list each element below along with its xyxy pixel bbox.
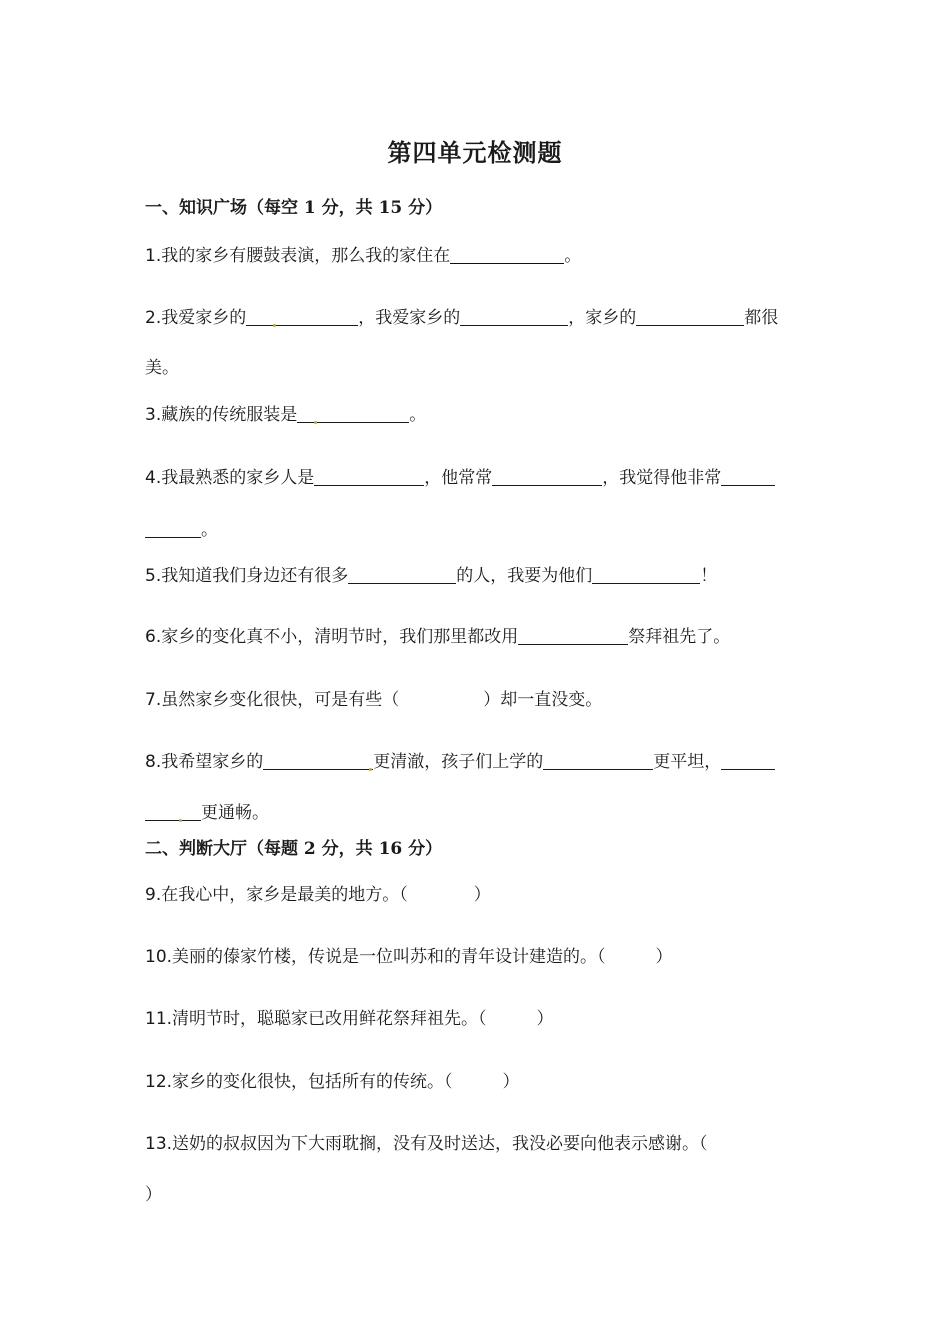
- answer-blank-continued[interactable]: [145, 520, 201, 538]
- question-13: [145, 1129, 708, 1154]
- question-text: 虽然家乡变化很快，可是有些（: [161, 690, 400, 710]
- question-text: 更清澈，孩子们上学的: [373, 752, 544, 772]
- question-number: 9.: [145, 885, 162, 905]
- question-number: 13.: [145, 1134, 173, 1154]
- question-text: 我的家乡有腰鼓表演，那么我的家住在: [161, 246, 451, 266]
- question-number: 7.: [145, 690, 162, 710]
- question-text: 我爱家乡的: [161, 308, 247, 328]
- question-text: ，我爱家乡的: [358, 308, 461, 328]
- question-number: 5.: [145, 566, 162, 586]
- answer-blank[interactable]: [636, 308, 744, 326]
- question-10: [145, 942, 673, 967]
- question-12: [145, 1067, 520, 1092]
- question-number: 2.: [145, 308, 162, 328]
- answer-blank[interactable]: [348, 566, 456, 584]
- question-number: 4.: [145, 468, 162, 488]
- question-8-continued: [145, 798, 269, 823]
- question-number: 3.: [145, 405, 162, 425]
- answer-blank[interactable]: [721, 468, 775, 486]
- question-text: ，家乡的: [568, 308, 637, 328]
- question-text: 清明节时，聪聪家已改用鲜花祭拜祖先。（: [172, 1009, 487, 1029]
- answer-blank[interactable]: [297, 405, 409, 423]
- question-number: 6.: [145, 627, 162, 647]
- question-4: [145, 463, 775, 488]
- question-text-end: 祭拜祖先了。: [628, 627, 731, 647]
- question-number: 8.: [145, 752, 162, 772]
- question-text-end: ）: [473, 885, 491, 905]
- question-4-continued: [145, 515, 218, 540]
- section-heading-knowledge: 一、知识广场（每空 1 分，共 15 分）: [145, 198, 443, 218]
- answer-blank[interactable]: [314, 468, 424, 486]
- question-text-end: ）: [145, 1185, 162, 1205]
- question-text-end: ）: [536, 1009, 554, 1029]
- question-text: 在我心中，家乡是最美的地方。（: [161, 885, 408, 905]
- question-text: 我最熟悉的家乡人是: [161, 468, 315, 488]
- question-text-end: 更通畅。: [201, 803, 269, 823]
- question-text-end: ）: [502, 1072, 520, 1092]
- question-9: [145, 880, 491, 905]
- answer-blank[interactable]: [492, 468, 602, 486]
- question-3: [145, 400, 426, 425]
- question-11: [145, 1004, 554, 1029]
- answer-blank-continued[interactable]: [145, 803, 201, 821]
- question-text-end: 。: [201, 520, 218, 540]
- question-number: 11.: [145, 1009, 173, 1029]
- answer-blank[interactable]: [543, 752, 653, 770]
- question-text: 的人，我要为他们: [456, 566, 593, 586]
- answer-blank[interactable]: [518, 627, 628, 645]
- answer-blank[interactable]: [246, 308, 358, 326]
- question-number: 1.: [145, 246, 162, 266]
- question-text: 都很: [744, 308, 779, 328]
- answer-blank[interactable]: [721, 752, 775, 770]
- question-text-end: 。: [409, 405, 427, 425]
- question-text: 我希望家乡的: [161, 752, 264, 772]
- question-7: [145, 685, 602, 710]
- question-text: ，他常常: [424, 468, 493, 488]
- question-13-continued: [145, 1180, 162, 1205]
- question-text-end: ！: [700, 566, 718, 586]
- answer-blank[interactable]: [592, 566, 700, 584]
- question-text-end: ）却一直没变。: [483, 690, 603, 710]
- question-number: 12.: [145, 1072, 173, 1092]
- question-text: 美丽的傣家竹楼，传说是一位叫苏和的青年设计建造的。（: [172, 947, 606, 967]
- question-text-end: 。: [564, 246, 582, 266]
- page-title: 第四单元检测题: [387, 138, 563, 167]
- answer-blank[interactable]: [450, 246, 564, 264]
- question-text: 藏族的传统服装是: [161, 405, 298, 425]
- question-text-end: ）: [655, 947, 673, 967]
- question-2-continued: 美。: [145, 358, 179, 378]
- question-number: 10.: [145, 947, 173, 967]
- question-text: 更平坦，: [653, 752, 722, 772]
- question-1: [145, 241, 581, 266]
- question-5: [145, 561, 717, 586]
- question-text: 家乡的变化很快，包括所有的传统。（: [172, 1072, 453, 1092]
- question-text: 我知道我们身边还有很多: [161, 566, 349, 586]
- question-6: [145, 622, 730, 647]
- question-2: [145, 303, 778, 328]
- question-text: 家乡的变化真不小，清明节时，我们那里都改用: [161, 627, 519, 647]
- answer-blank[interactable]: [460, 308, 568, 326]
- question-8: [145, 747, 775, 772]
- question-text: 送奶的叔叔因为下大雨耽搁，没有及时送达，我没必要向他表示感谢。（: [172, 1134, 708, 1154]
- question-text: ，我觉得他非常: [602, 468, 722, 488]
- section-heading-judgement: 二、判断大厅（每题 2 分，共 16 分）: [145, 839, 443, 859]
- answer-blank[interactable]: [263, 752, 373, 770]
